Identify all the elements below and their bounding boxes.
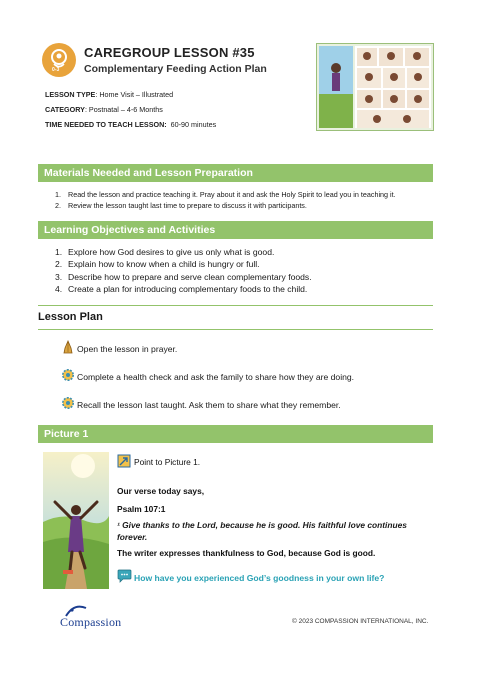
time-needed-label: TIME NEEDED TO TEACH LESSON:: [45, 120, 167, 129]
illustration-grid-icon: [317, 44, 433, 130]
verse-explanation: The writer expresses thankfulness to God, because God is good.: [117, 548, 376, 558]
lesson-type-label: LESSON TYPE: [45, 90, 96, 99]
list-item-text: Describe how to prepare and serve clean complementary foods.: [68, 271, 312, 282]
picture1-illustration: [43, 452, 109, 589]
list-item: [55, 271, 312, 283]
time-needed-value: 60-90 minutes: [170, 120, 217, 129]
point-arrow-icon: [117, 454, 131, 468]
list-number: 3.: [55, 271, 63, 282]
verse-text: ¹ Give thanks to the Lord, because he is good. His faithful love continues forever.: [117, 520, 407, 542]
compassion-brand: Compassion: [60, 615, 122, 629]
lesson-subtitle: Complementary Feeding Action Plan: [84, 63, 267, 75]
woman-rejoicing-illustration: [43, 452, 109, 589]
lesson-logo: [42, 43, 76, 77]
lesson-type-line: [45, 90, 173, 99]
objectives-list: [55, 246, 312, 295]
list-item: [55, 283, 312, 295]
lesson-type-value: : Home Visit – Illustrated: [95, 90, 174, 99]
point-to-picture-text: Point to Picture 1.: [134, 457, 201, 467]
list-number: 4.: [55, 283, 63, 294]
logo-age-label: 0-3: [52, 67, 60, 73]
verse-intro: Our verse today says,: [117, 486, 205, 496]
materials-section-header: Materials Needed and Lesson Preparation: [38, 164, 433, 182]
category-value: : Postnatal – 4-6 Months: [84, 105, 163, 114]
list-number: 2.: [55, 200, 61, 210]
category-line: [45, 105, 163, 114]
list-item: [55, 246, 312, 258]
time-needed-line: [45, 120, 216, 129]
list-item-text: Explore how God desires to give us only what is good.: [68, 247, 275, 257]
objectives-section-header: Learning Objectives and Activities: [38, 221, 433, 239]
list-item: [55, 258, 312, 270]
lesson-plan-underline: [38, 329, 433, 330]
list-item-text: Explain how to know when a child is hungry or full.: [68, 259, 260, 270]
section-divider: [38, 305, 433, 306]
list-item: [55, 201, 396, 212]
step-text: Complete a health check and ask the family to share how they are doing.: [77, 372, 355, 382]
materials-list: [55, 190, 396, 211]
picture1-section-header: Picture 1: [38, 425, 433, 443]
gear-icon: [61, 368, 75, 382]
list-item-text: Create a plan for introducing complementary foods to the child.: [68, 283, 308, 294]
list-number: 1.: [55, 247, 63, 257]
list-item: [55, 190, 396, 201]
copyright-text: © 2023 COMPASSION INTERNATIONAL, INC.: [292, 618, 429, 625]
list-number: 2.: [55, 259, 63, 270]
gear-icon: [61, 396, 75, 410]
list-item-text: Review the lesson taught last time to prepare to discuss it with participants.: [68, 200, 307, 210]
step-text: Open the lesson in prayer.: [77, 344, 178, 354]
category-label: CATEGORY: [45, 105, 85, 114]
discussion-question: How have you experienced God’s goodness in your own life?: [134, 573, 385, 583]
verse-reference: Psalm 107:1: [117, 504, 166, 514]
lesson-plan-heading: Lesson Plan: [38, 311, 103, 323]
praying-hands-icon: [61, 340, 75, 354]
lesson-illustration-thumbnail: [316, 43, 434, 131]
list-item-text: Read the lesson and practice teaching it. Pray about it and ask the Holy Spirit to lead you in teaching it.: [68, 190, 396, 199]
discussion-speech-bubble-icon: [117, 569, 132, 583]
list-number: 1.: [55, 190, 61, 199]
step-text: Recall the lesson last taught. Ask them to share what they remember.: [77, 400, 341, 410]
lesson-title: CAREGROUP LESSON #35: [84, 45, 255, 60]
